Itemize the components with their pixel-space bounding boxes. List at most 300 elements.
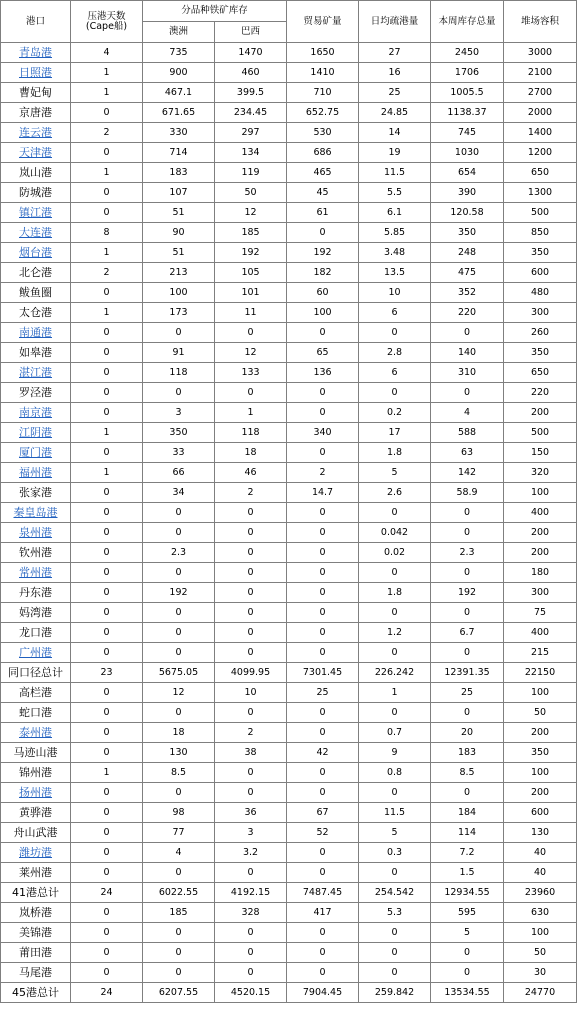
cell-yard-capacity: 100	[504, 683, 577, 703]
cell-weekly-total: 350	[431, 223, 504, 243]
cell-yard-capacity: 600	[504, 263, 577, 283]
cell-trade-ore: 340	[287, 423, 359, 443]
cell-brazil: 399.5	[215, 83, 287, 103]
cell-port[interactable]: 镇江港	[1, 203, 71, 223]
cell-trade-ore: 0	[287, 723, 359, 743]
cell-brazil: 0	[215, 563, 287, 583]
cell-brazil: 12	[215, 203, 287, 223]
cell-trade-ore: 0	[287, 403, 359, 423]
cell-daily-clearance: 19	[359, 143, 431, 163]
cell-yard-capacity: 3000	[504, 43, 577, 63]
cell-daily-clearance: 5.3	[359, 903, 431, 923]
cell-port[interactable]: 大连港	[1, 223, 71, 243]
cell-trade-ore: 0	[287, 963, 359, 983]
cell-press-days: 1	[71, 463, 143, 483]
cell-port[interactable]: 连云港	[1, 123, 71, 143]
cell-australia: 192	[143, 583, 215, 603]
cell-brazil: 234.45	[215, 103, 287, 123]
cell-brazil: 1	[215, 403, 287, 423]
cell-port[interactable]: 福州港	[1, 463, 71, 483]
cell-yard-capacity: 500	[504, 203, 577, 223]
cell-daily-clearance: 5.85	[359, 223, 431, 243]
cell-port: 龙口港	[1, 623, 71, 643]
cell-brazil: 0	[215, 603, 287, 623]
cell-port[interactable]: 泉州港	[1, 523, 71, 543]
cell-port[interactable]: 青岛港	[1, 43, 71, 63]
cell-yard-capacity: 100	[504, 483, 577, 503]
table-row	[1, 203, 577, 223]
cell-weekly-total: 12934.55	[431, 883, 504, 903]
cell-press-days: 0	[71, 363, 143, 383]
table-row	[1, 703, 577, 723]
cell-trade-ore: 0	[287, 583, 359, 603]
cell-yard-capacity: 850	[504, 223, 577, 243]
cell-press-days: 0	[71, 923, 143, 943]
cell-weekly-total: 745	[431, 123, 504, 143]
table-row	[1, 523, 577, 543]
cell-trade-ore: 42	[287, 743, 359, 763]
cell-brazil: 3.2	[215, 843, 287, 863]
cell-brazil: 105	[215, 263, 287, 283]
cell-weekly-total: 5	[431, 923, 504, 943]
cell-weekly-total: 120.58	[431, 203, 504, 223]
cell-daily-clearance: 259.842	[359, 983, 431, 1003]
cell-weekly-total: 192	[431, 583, 504, 603]
cell-weekly-total: 0	[431, 703, 504, 723]
cell-daily-clearance: 11.5	[359, 803, 431, 823]
cell-daily-clearance: 0	[359, 943, 431, 963]
cell-yard-capacity: 50	[504, 943, 577, 963]
cell-weekly-total: 0	[431, 783, 504, 803]
cell-trade-ore: 0	[287, 443, 359, 463]
cell-yard-capacity: 150	[504, 443, 577, 463]
cell-port[interactable]: 日照港	[1, 63, 71, 83]
table-header	[1, 1, 577, 43]
header-australia: 澳洲	[143, 22, 215, 43]
cell-port[interactable]: 湛江港	[1, 363, 71, 383]
cell-daily-clearance: 6	[359, 363, 431, 383]
cell-press-days: 24	[71, 883, 143, 903]
cell-weekly-total: 142	[431, 463, 504, 483]
table-row	[1, 123, 577, 143]
cell-trade-ore: 7904.45	[287, 983, 359, 1003]
cell-press-days: 0	[71, 323, 143, 343]
cell-port: 同口径总计	[1, 663, 71, 683]
cell-brazil: 0	[215, 783, 287, 803]
cell-yard-capacity: 300	[504, 303, 577, 323]
cell-weekly-total: 2450	[431, 43, 504, 63]
table-row	[1, 83, 577, 103]
cell-port: 蛇口港	[1, 703, 71, 723]
cell-weekly-total: 0	[431, 323, 504, 343]
cell-australia: 90	[143, 223, 215, 243]
cell-trade-ore: 0	[287, 863, 359, 883]
cell-brazil: 0	[215, 943, 287, 963]
cell-australia: 98	[143, 803, 215, 823]
table-row	[1, 143, 577, 163]
cell-australia: 0	[143, 783, 215, 803]
cell-press-days: 1	[71, 163, 143, 183]
cell-trade-ore: 0	[287, 523, 359, 543]
cell-trade-ore: 652.75	[287, 103, 359, 123]
cell-daily-clearance: 254.542	[359, 883, 431, 903]
cell-australia: 0	[143, 523, 215, 543]
cell-port[interactable]: 天津港	[1, 143, 71, 163]
cell-weekly-total: 13534.55	[431, 983, 504, 1003]
cell-brazil: 10	[215, 683, 287, 703]
cell-port[interactable]: 南京港	[1, 403, 71, 423]
cell-brazil: 46	[215, 463, 287, 483]
cell-press-days: 1	[71, 423, 143, 443]
cell-brazil: 460	[215, 63, 287, 83]
cell-press-days: 0	[71, 723, 143, 743]
cell-weekly-total: 184	[431, 803, 504, 823]
table-row	[1, 543, 577, 563]
cell-weekly-total: 58.9	[431, 483, 504, 503]
cell-brazil: 36	[215, 803, 287, 823]
cell-weekly-total: 1138.37	[431, 103, 504, 123]
cell-daily-clearance: 5	[359, 463, 431, 483]
cell-trade-ore: 0	[287, 563, 359, 583]
cell-trade-ore: 100	[287, 303, 359, 323]
cell-australia: 6022.55	[143, 883, 215, 903]
cell-press-days: 1	[71, 63, 143, 83]
cell-daily-clearance: 0	[359, 703, 431, 723]
cell-australia: 350	[143, 423, 215, 443]
cell-daily-clearance: 14	[359, 123, 431, 143]
cell-daily-clearance: 1	[359, 683, 431, 703]
cell-trade-ore: 14.7	[287, 483, 359, 503]
table-row	[1, 503, 577, 523]
cell-daily-clearance: 0	[359, 643, 431, 663]
table-row	[1, 943, 577, 963]
table-row	[1, 723, 577, 743]
table-row	[1, 923, 577, 943]
cell-port: 马尾港	[1, 963, 71, 983]
cell-port: 黄骅港	[1, 803, 71, 823]
cell-brazil: 12	[215, 343, 287, 363]
cell-yard-capacity: 480	[504, 283, 577, 303]
cell-daily-clearance: 0	[359, 963, 431, 983]
cell-brazil: 119	[215, 163, 287, 183]
cell-daily-clearance: 6.1	[359, 203, 431, 223]
cell-brazil: 328	[215, 903, 287, 923]
cell-daily-clearance: 9	[359, 743, 431, 763]
cell-press-days: 2	[71, 123, 143, 143]
cell-brazil: 0	[215, 523, 287, 543]
cell-weekly-total: 7.2	[431, 843, 504, 863]
cell-brazil: 0	[215, 763, 287, 783]
cell-port: 舟山武港	[1, 823, 71, 843]
cell-port: 鲅鱼圈	[1, 283, 71, 303]
cell-press-days: 0	[71, 503, 143, 523]
cell-trade-ore: 45	[287, 183, 359, 203]
cell-yard-capacity: 200	[504, 723, 577, 743]
cell-trade-ore: 0	[287, 923, 359, 943]
cell-port[interactable]: 泰州港	[1, 723, 71, 743]
cell-australia: 91	[143, 343, 215, 363]
cell-weekly-total: 0	[431, 523, 504, 543]
table-row	[1, 843, 577, 863]
cell-trade-ore: 65	[287, 343, 359, 363]
cell-yard-capacity: 600	[504, 803, 577, 823]
cell-australia: 8.5	[143, 763, 215, 783]
table-body	[1, 43, 577, 1003]
cell-yard-capacity: 23960	[504, 883, 577, 903]
cell-trade-ore: 0	[287, 943, 359, 963]
table-row	[1, 303, 577, 323]
table-row	[1, 243, 577, 263]
header-press-days	[71, 1, 143, 43]
cell-press-days: 0	[71, 443, 143, 463]
cell-australia: 0	[143, 643, 215, 663]
cell-yard-capacity: 1400	[504, 123, 577, 143]
cell-port: 丹东港	[1, 583, 71, 603]
cell-yard-capacity: 2100	[504, 63, 577, 83]
cell-brazil: 2	[215, 483, 287, 503]
cell-weekly-total: 2.3	[431, 543, 504, 563]
cell-weekly-total: 595	[431, 903, 504, 923]
cell-yard-capacity: 500	[504, 423, 577, 443]
cell-daily-clearance: 3.48	[359, 243, 431, 263]
cell-weekly-total: 8.5	[431, 763, 504, 783]
header-trade-ore: 贸易矿量	[287, 1, 359, 43]
cell-yard-capacity: 50	[504, 703, 577, 723]
cell-port: 高栏港	[1, 683, 71, 703]
cell-australia: 18	[143, 723, 215, 743]
cell-press-days: 0	[71, 583, 143, 603]
cell-port: 曹妃甸	[1, 83, 71, 103]
cell-daily-clearance: 17	[359, 423, 431, 443]
cell-yard-capacity: 24770	[504, 983, 577, 1003]
cell-press-days: 0	[71, 683, 143, 703]
cell-yard-capacity: 1300	[504, 183, 577, 203]
cell-daily-clearance: 0	[359, 503, 431, 523]
cell-australia: 66	[143, 463, 215, 483]
cell-yard-capacity: 350	[504, 343, 577, 363]
cell-daily-clearance: 0.02	[359, 543, 431, 563]
cell-weekly-total: 183	[431, 743, 504, 763]
cell-daily-clearance: 0.7	[359, 723, 431, 743]
cell-press-days: 0	[71, 963, 143, 983]
cell-port[interactable]: 常州港	[1, 563, 71, 583]
cell-weekly-total: 63	[431, 443, 504, 463]
cell-daily-clearance: 226.242	[359, 663, 431, 683]
cell-australia: 183	[143, 163, 215, 183]
cell-port: 张家港	[1, 483, 71, 503]
cell-australia: 107	[143, 183, 215, 203]
cell-port: 妈湾港	[1, 603, 71, 623]
cell-trade-ore: 0	[287, 223, 359, 243]
cell-press-days: 24	[71, 983, 143, 1003]
cell-weekly-total: 6.7	[431, 623, 504, 643]
cell-australia: 330	[143, 123, 215, 143]
cell-yard-capacity: 2000	[504, 103, 577, 123]
cell-weekly-total: 654	[431, 163, 504, 183]
table-row	[1, 223, 577, 243]
cell-brazil: 134	[215, 143, 287, 163]
header-stock-by-type: 分品种铁矿库存	[143, 1, 287, 22]
cell-press-days: 1	[71, 763, 143, 783]
cell-brazil: 185	[215, 223, 287, 243]
cell-press-days: 1	[71, 83, 143, 103]
cell-weekly-total: 12391.35	[431, 663, 504, 683]
cell-trade-ore: 465	[287, 163, 359, 183]
cell-australia: 130	[143, 743, 215, 763]
table-row	[1, 623, 577, 643]
cell-weekly-total: 140	[431, 343, 504, 363]
table-row	[1, 583, 577, 603]
table-row	[1, 963, 577, 983]
cell-port: 防城港	[1, 183, 71, 203]
cell-daily-clearance: 0	[359, 323, 431, 343]
cell-weekly-total: 310	[431, 363, 504, 383]
cell-port[interactable]: 扬州港	[1, 783, 71, 803]
cell-port: 41港总计	[1, 883, 71, 903]
cell-weekly-total: 4	[431, 403, 504, 423]
cell-brazil: 11	[215, 303, 287, 323]
cell-port: 45港总计	[1, 983, 71, 1003]
cell-trade-ore: 52	[287, 823, 359, 843]
cell-weekly-total: 0	[431, 963, 504, 983]
cell-press-days: 0	[71, 843, 143, 863]
cell-daily-clearance: 1.2	[359, 623, 431, 643]
cell-daily-clearance: 0	[359, 563, 431, 583]
cell-press-days: 4	[71, 43, 143, 63]
cell-trade-ore: 1410	[287, 63, 359, 83]
cell-press-days: 0	[71, 603, 143, 623]
cell-press-days: 0	[71, 643, 143, 663]
cell-yard-capacity: 400	[504, 623, 577, 643]
cell-yard-capacity: 320	[504, 463, 577, 483]
cell-yard-capacity: 75	[504, 603, 577, 623]
cell-port: 北仑港	[1, 263, 71, 283]
cell-press-days: 0	[71, 863, 143, 883]
cell-trade-ore: 0	[287, 763, 359, 783]
cell-press-days: 1	[71, 243, 143, 263]
table-row	[1, 423, 577, 443]
cell-australia: 467.1	[143, 83, 215, 103]
cell-daily-clearance: 13.5	[359, 263, 431, 283]
cell-australia: 77	[143, 823, 215, 843]
table-row	[1, 683, 577, 703]
cell-yard-capacity: 1200	[504, 143, 577, 163]
cell-australia: 0	[143, 603, 215, 623]
cell-yard-capacity: 2700	[504, 83, 577, 103]
cell-port: 岚山港	[1, 163, 71, 183]
cell-australia: 100	[143, 283, 215, 303]
cell-press-days: 0	[71, 403, 143, 423]
cell-port[interactable]: 江阴港	[1, 423, 71, 443]
cell-port: 锦州港	[1, 763, 71, 783]
cell-port: 莆田港	[1, 943, 71, 963]
cell-daily-clearance: 1.8	[359, 583, 431, 603]
cell-australia: 51	[143, 243, 215, 263]
cell-port[interactable]: 潍坊港	[1, 843, 71, 863]
cell-australia: 185	[143, 903, 215, 923]
table-row	[1, 483, 577, 503]
cell-yard-capacity: 22150	[504, 663, 577, 683]
cell-press-days: 0	[71, 943, 143, 963]
cell-yard-capacity: 350	[504, 243, 577, 263]
cell-trade-ore: 2	[287, 463, 359, 483]
cell-brazil: 101	[215, 283, 287, 303]
table-row	[1, 903, 577, 923]
cell-port: 太仓港	[1, 303, 71, 323]
cell-press-days: 0	[71, 823, 143, 843]
cell-trade-ore: 0	[287, 643, 359, 663]
table-row	[1, 863, 577, 883]
cell-daily-clearance: 0.3	[359, 843, 431, 863]
cell-trade-ore: 417	[287, 903, 359, 923]
cell-brazil: 192	[215, 243, 287, 263]
cell-yard-capacity: 100	[504, 763, 577, 783]
cell-australia: 51	[143, 203, 215, 223]
table-row	[1, 403, 577, 423]
table-row	[1, 983, 577, 1003]
cell-port[interactable]: 厦门港	[1, 443, 71, 463]
cell-trade-ore: 710	[287, 83, 359, 103]
cell-port[interactable]: 烟台港	[1, 243, 71, 263]
cell-port: 岚桥港	[1, 903, 71, 923]
cell-weekly-total: 0	[431, 503, 504, 523]
cell-australia: 173	[143, 303, 215, 323]
cell-press-days: 0	[71, 343, 143, 363]
cell-trade-ore: 0	[287, 603, 359, 623]
cell-weekly-total: 352	[431, 283, 504, 303]
cell-australia: 0	[143, 863, 215, 883]
cell-weekly-total: 20	[431, 723, 504, 743]
table-row	[1, 263, 577, 283]
cell-daily-clearance: 2.8	[359, 343, 431, 363]
cell-brazil: 0	[215, 963, 287, 983]
cell-australia: 900	[143, 63, 215, 83]
table-row	[1, 163, 577, 183]
cell-australia: 12	[143, 683, 215, 703]
cell-australia: 0	[143, 943, 215, 963]
cell-yard-capacity: 650	[504, 163, 577, 183]
cell-yard-capacity: 200	[504, 403, 577, 423]
table-row	[1, 103, 577, 123]
table-row	[1, 183, 577, 203]
cell-australia: 5675.05	[143, 663, 215, 683]
cell-yard-capacity: 40	[504, 843, 577, 863]
table-row	[1, 383, 577, 403]
cell-weekly-total: 0	[431, 943, 504, 963]
cell-yard-capacity: 260	[504, 323, 577, 343]
cell-daily-clearance: 0	[359, 603, 431, 623]
cell-press-days: 0	[71, 383, 143, 403]
cell-brazil: 0	[215, 383, 287, 403]
cell-daily-clearance: 0.042	[359, 523, 431, 543]
cell-trade-ore: 1650	[287, 43, 359, 63]
cell-yard-capacity: 200	[504, 783, 577, 803]
cell-brazil: 0	[215, 863, 287, 883]
table-row	[1, 323, 577, 343]
cell-port[interactable]: 南通港	[1, 323, 71, 343]
cell-trade-ore: 0	[287, 503, 359, 523]
cell-port[interactable]: 广州港	[1, 643, 71, 663]
cell-yard-capacity: 650	[504, 363, 577, 383]
table-row	[1, 743, 577, 763]
header-brazil: 巴西	[215, 22, 287, 43]
cell-weekly-total: 1005.5	[431, 83, 504, 103]
cell-yard-capacity: 215	[504, 643, 577, 663]
table-row	[1, 803, 577, 823]
cell-press-days: 0	[71, 523, 143, 543]
cell-port[interactable]: 秦皇岛港	[1, 503, 71, 523]
cell-trade-ore: 530	[287, 123, 359, 143]
